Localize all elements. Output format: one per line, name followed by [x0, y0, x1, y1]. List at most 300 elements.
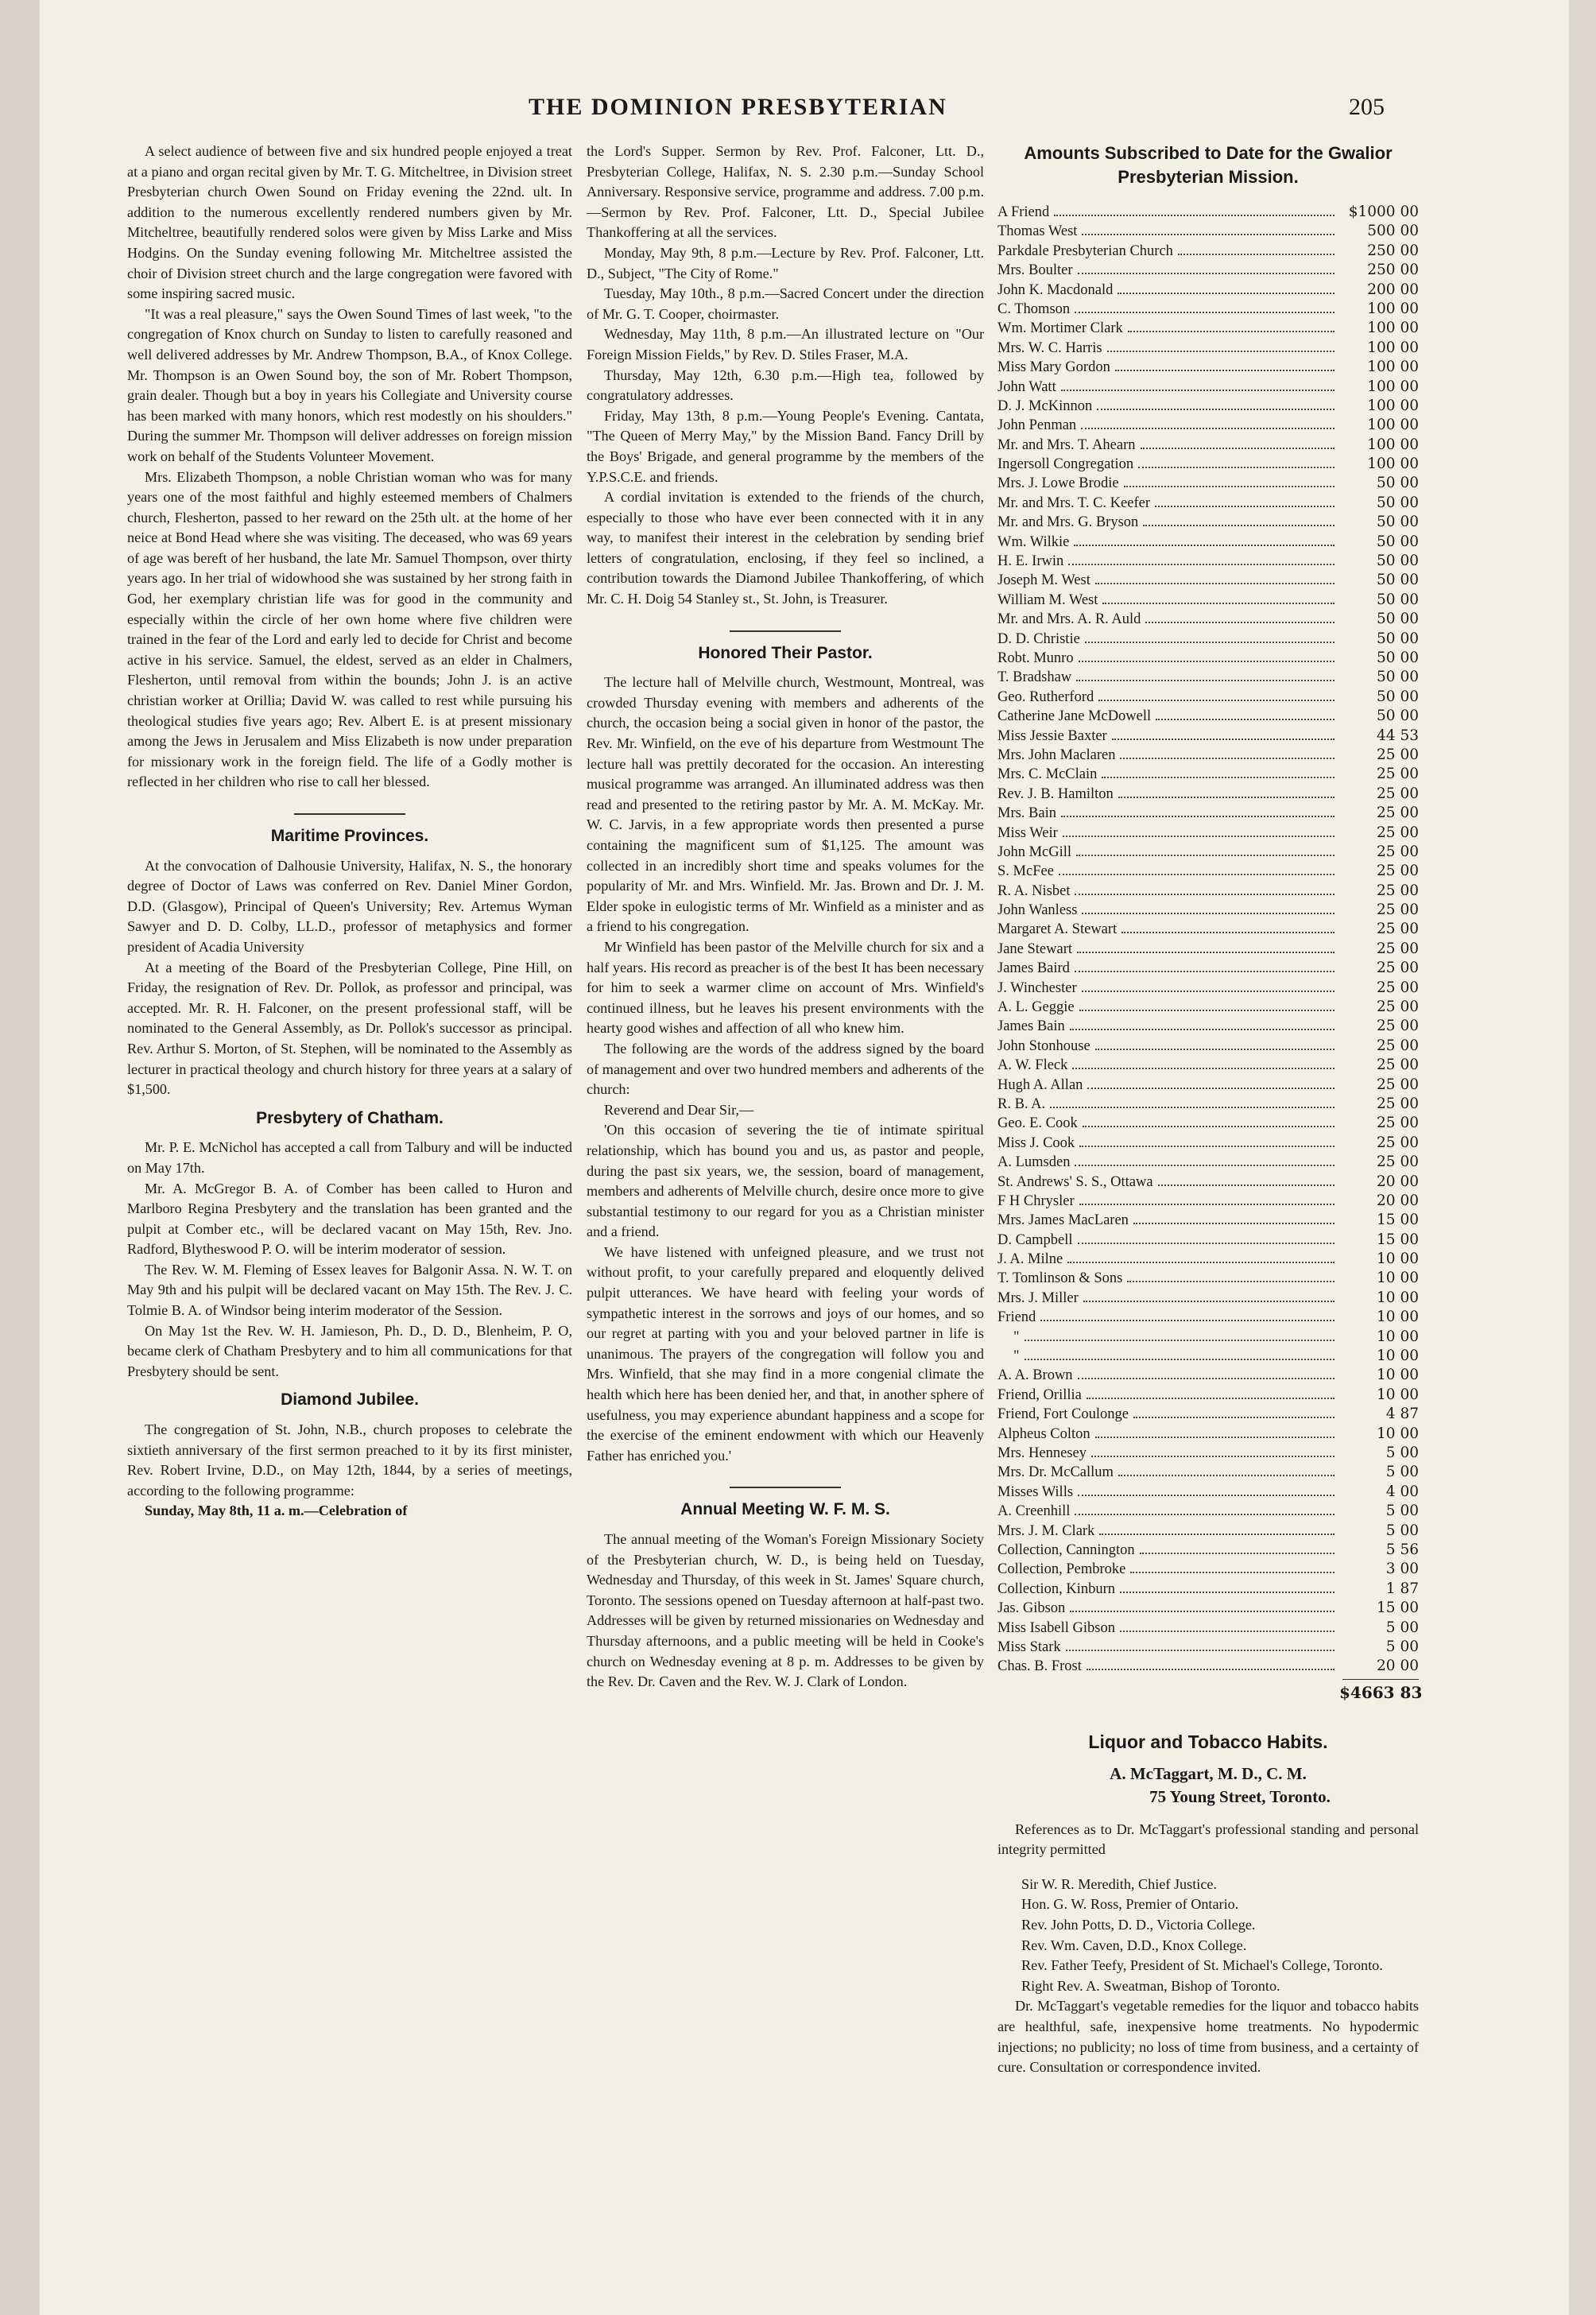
- leader-dots: [1078, 265, 1335, 274]
- heading-liquor-tobacco: Liquor and Tobacco Habits.: [1088, 1731, 1328, 1753]
- jubilee-wednesday: Wednesday, May 11th, 8 p.m.—An illustrated lecture on "Our Foreign Mission Fields," by Rev. D. Stiles Fraser, M.A.: [587, 326, 984, 363]
- subscription-row: [998, 609, 1419, 628]
- subscriber-name: Parkdale Presbyterian Church: [998, 242, 1173, 259]
- subscription-amount: 5 00: [1385, 1503, 1419, 1520]
- subscriber-name: D. D. Christie: [998, 630, 1080, 647]
- leader-dots: [1133, 1409, 1335, 1418]
- subscription-amount: 25 00: [1377, 902, 1419, 919]
- subscription-amount: 25 00: [1377, 940, 1419, 957]
- article-dalhousie: At the convocation of Dalhousie University, Halifax, N. S., the honorary degree of Doctor of Laws was conferred on Rev. Daniel Miner Gordon, D.D. (Glasgow), Principal of Queen's University; Rev. Artemus Wyman Sawyer and D. D. Colby, LL.D., professor of metaphysics and former president of Acadia University: [127, 857, 572, 955]
- subscription-row: [998, 667, 1419, 686]
- subscriber-name: F H Chrysler: [998, 1192, 1075, 1209]
- article-fleming: The Rev. W. M. Fleming of Essex leaves for Balgonir Assa. N. W. T. on May 9th and his pulpit will be declared vacant on May 15th. The Rev. J. C. Tolmie B. A. of Windsor being interim moderator of the Session.: [127, 1261, 572, 1319]
- leader-dots: [1130, 1564, 1335, 1573]
- leader-dots: [1078, 1370, 1335, 1379]
- article-obituary: Mrs. Elizabeth Thompson, a noble Christian woman who was for many years one of the most faithful and highly esteemed members of Chalmers church, Flesherton, passed to her reward on the 25th ult. at the home of her neice at Bond Head where she was visiting. The deceased, who was 69 years of age was bereft of her husband, the late Mr. Samuel Thompson, over thirty years ago. In her trial of widowhood she was sustained by her strong faith in God, her exemplary christian life was for good in the community and especially within the circle of her own home where five children were trained in the fear of the Lord and early led to decide for Christ and become active in his service. Samuel, the eldest, served as an elder in Chalmers, Flesherton, until removal from within the bounds; John J. is an active christian worker at Orillia; David W. was called to rest while pursuing his theological studies five years ago; Rev. Albert E. is at present missionary among the Jews in Jerusalem and Miss Elizabeth is now under preparation for missionary work in the foreign field. The life of a Godly mother is reflected in her children who rise to call her blessed.: [127, 468, 572, 790]
- subscriber-name: Mr. and Mrs. G. Bryson: [998, 514, 1139, 531]
- subscription-row: [998, 590, 1419, 609]
- leader-dots: [1054, 207, 1335, 216]
- leader-dots: [1085, 634, 1335, 643]
- subscriber-name: Misses Wills: [998, 1483, 1074, 1500]
- jubilee-sunday-cont: the Lord's Supper. Sermon by Rev. Prof. Falconer, Ltt. D., Presbyterian College, Halifax, N. S. 2.30 p.m.—Sunday School Anniversary. Responsive service, programme and address. 7.00 p.m.—Sermon by Rev. Prof. Falconer, Ltt. D., Special Jubilee Thankoffering at all the services.: [587, 143, 984, 241]
- article-jamieson: On May 1st the Rev. W. H. Jamieson, Ph. D., D. D., Blenheim, P. O, became clerk of Chatham Presbytery and to him all communications for that Presbytery should be sent.: [127, 1322, 572, 1379]
- reference-item: Sir W. R. Meredith, Chief Justice.: [1021, 1875, 1218, 1892]
- subscriber-name: Geo. E. Cook: [998, 1115, 1078, 1132]
- subscription-amount: 10 00: [1377, 1328, 1419, 1345]
- subscription-amount: 25 00: [1377, 882, 1419, 899]
- subscription-row: [998, 958, 1419, 977]
- leader-dots: [1140, 1545, 1335, 1554]
- subscription-amount: 25 00: [1377, 863, 1419, 880]
- leader-dots: [1061, 808, 1335, 817]
- leader-dots: [1074, 537, 1335, 546]
- subscription-amount: 10 00: [1377, 1425, 1419, 1442]
- subscription-amount: 50 00: [1377, 553, 1419, 570]
- subscription-row: [998, 939, 1419, 958]
- subscriber-name: Friend, Fort Coulonge: [998, 1406, 1129, 1423]
- subscription-row: [998, 823, 1419, 842]
- leader-dots: [1081, 420, 1335, 429]
- subscription-amount: 15 00: [1377, 1212, 1419, 1229]
- leader-dots: [1070, 1021, 1335, 1030]
- subscriber-name: Mrs. J. M. Clark: [998, 1522, 1095, 1539]
- subscription-row: [998, 221, 1419, 240]
- subscription-amount: 4 00: [1385, 1483, 1419, 1500]
- subscriber-name: Mrs. W. C. Harris: [998, 339, 1102, 356]
- advert-closing: Dr. McTaggart's vegetable remedies for the liquor and tobacco habits are healthful, safe, inexpensive home treatments. No hypodermic injections; no publicity; no loss of time from business, and a certainty of cure. Consultation or correspondence invited.: [998, 1998, 1419, 2076]
- subscription-row: [998, 1540, 1419, 1559]
- subscriber-name: Mrs. Dr. McCallum: [998, 1464, 1114, 1481]
- leader-dots: [1145, 614, 1335, 623]
- subscription-row: [998, 1618, 1419, 1637]
- subscription-row: [998, 1307, 1419, 1326]
- subscriber-name: Mrs. J. Miller: [998, 1289, 1079, 1306]
- subscription-row: [998, 377, 1419, 396]
- subscription-row: [998, 726, 1419, 745]
- subscription-amount: 200 00: [1367, 281, 1419, 298]
- reference-item: Hon. G. W. Ross, Premier of Ontario.: [1021, 1896, 1239, 1913]
- leader-dots: [1128, 323, 1335, 332]
- leader-dots: [1066, 1642, 1335, 1651]
- subscription-amount: 5 00: [1385, 1522, 1419, 1539]
- address-salutation: Reverend and Dear Sir,—: [604, 1101, 754, 1118]
- subscriber-name: Mr. and Mrs. T. C. Keefer: [998, 494, 1150, 511]
- subscription-amount: 25 00: [1377, 979, 1419, 996]
- subscriber-name: H. E. Irwin: [998, 553, 1064, 570]
- subscriber-name: D. Campbell: [998, 1231, 1073, 1248]
- subscription-amount: 25 00: [1377, 1095, 1419, 1112]
- subscription-amount: 100 00: [1367, 397, 1419, 414]
- subscription-row: [998, 687, 1419, 706]
- subscription-row: [998, 299, 1419, 318]
- subscription-row: [998, 1637, 1419, 1656]
- article-wfms: The annual meeting of the Woman's Foreign Missionary Society of the Presbyterian church, W. D., is being held on Tuesday, Wednesday and Thursday, of this week in St. James' Square church, Toronto. The sessions opened on Tuesday afternoon at half-past two. Addresses will be given by returned missionaries on Wednesday and Thursday afternoons, and a public meeting will be held in Cooke's church on Wednesday evening at 8 p. m. Addresses to be given by the Rev. Dr. Caven and the Rev. W. J. Clark of London.: [587, 1531, 984, 1690]
- subscription-row: [998, 900, 1419, 919]
- subscription-amount: 20 00: [1377, 1173, 1419, 1190]
- subscription-amount: 100 00: [1367, 359, 1419, 376]
- subscription-row: [998, 1036, 1419, 1055]
- page-left-edge: [0, 0, 40, 2315]
- subscription-amount: 25 00: [1377, 1154, 1419, 1171]
- subscription-amount: 5 56: [1385, 1541, 1419, 1558]
- subscription-row: [998, 1268, 1419, 1287]
- leader-dots: [1141, 440, 1335, 449]
- leader-dots: [1120, 750, 1335, 759]
- subscription-row: [998, 1094, 1419, 1113]
- leader-dots: [1097, 401, 1335, 410]
- leader-dots: [1098, 692, 1335, 701]
- subscription-amount: 25 00: [1377, 999, 1419, 1016]
- subscription-amount: 50 00: [1377, 649, 1419, 666]
- article-thompson-address: "It was a real pleasure," says the Owen Sound Times of last week, "to the congregation of Knox church on Sunday to listen to carefully reasoned and well delivered addresses by Mr. Andrew Thompson, B.A., of Knox College. Mr. Thompson is an Owen Sound boy, the son of Mr. Robert Thompson, grain dealer. Though but a boy in years his Collegiate and University course has been marked with many honors, which rest modestly on his shoulders." During the summer Mr. Thompson will deliver addresses on foreign mission work on behalf of the Students Volunteer Movement.: [127, 305, 572, 464]
- subscriber-name: John Penman: [998, 417, 1077, 434]
- subscription-row: [998, 318, 1419, 337]
- subscription-amount: 5 00: [1385, 1464, 1419, 1481]
- leader-dots: [1087, 1661, 1335, 1670]
- subscription-row: [998, 570, 1419, 589]
- subscription-row: [998, 919, 1419, 938]
- subscription-amount: 25 00: [1377, 1018, 1419, 1035]
- subscriber-name: St. Andrews' S. S., Ottawa: [998, 1173, 1153, 1190]
- leader-dots: [1076, 847, 1335, 856]
- subscription-row: [998, 803, 1419, 822]
- subscription-row: [998, 1133, 1419, 1152]
- leader-dots: [1118, 285, 1335, 294]
- subscription-row: [998, 1424, 1419, 1443]
- subscription-amount: 25 00: [1377, 843, 1419, 860]
- leader-dots: [1095, 1429, 1335, 1438]
- leader-dots: [1091, 1448, 1335, 1457]
- subscription-amount: 10 00: [1377, 1251, 1419, 1268]
- subscription-amount: 50 00: [1377, 591, 1419, 608]
- subscriber-name: Miss Isabell Gibson: [998, 1619, 1115, 1636]
- subscriber-name: Miss Weir: [998, 824, 1058, 841]
- leader-dots: [1075, 1506, 1335, 1515]
- subscriber-name: John Wanless: [998, 902, 1078, 919]
- subscription-row: [998, 1656, 1419, 1675]
- subscription-amount: 25 00: [1377, 1057, 1419, 1074]
- doctor-address: 75 Young Street, Toronto.: [1149, 1786, 1331, 1806]
- leader-dots: [1078, 1487, 1335, 1496]
- subscriber-name: James Bain: [998, 1018, 1065, 1035]
- subscription-amount: 1 87: [1385, 1580, 1419, 1597]
- subscription-row: [998, 978, 1419, 997]
- subscriber-name: C. Thomson: [998, 301, 1071, 317]
- subscription-row: [998, 1191, 1419, 1210]
- subscription-row: [998, 415, 1419, 434]
- subscriber-name: Mr. and Mrs. T. Ahearn: [998, 436, 1136, 453]
- subscription-amount: 100 00: [1367, 417, 1419, 434]
- subscription-row: [998, 1016, 1419, 1035]
- subscription-amount: 10 00: [1377, 1386, 1419, 1403]
- subscription-amount: 50 00: [1377, 669, 1419, 686]
- subscriber-name: J. Winchester: [998, 979, 1077, 996]
- leader-dots: [1025, 1332, 1335, 1341]
- subscription-amount: 50 00: [1377, 572, 1419, 589]
- subscription-total: $4663 83: [1339, 1682, 1423, 1702]
- subscriber-name: ": [1013, 1328, 1020, 1345]
- subscription-amount: 50 00: [1377, 611, 1419, 628]
- reference-item: Rev. Wm. Caven, D.D., Knox College.: [1021, 1937, 1247, 1953]
- subscription-amount: 100 00: [1367, 378, 1419, 395]
- subscription-amount: 3 00: [1385, 1561, 1419, 1578]
- subscription-row: [998, 1404, 1419, 1423]
- subscription-row: [998, 1559, 1419, 1578]
- page-number: 205: [1349, 94, 1385, 120]
- subscriber-name: Mrs. J. Lowe Brodie: [998, 475, 1119, 492]
- leader-dots: [1120, 1623, 1335, 1632]
- subscription-row: [998, 357, 1419, 376]
- subscription-row: [998, 997, 1419, 1016]
- subscription-row: [998, 338, 1419, 357]
- subscription-amount: 25 00: [1377, 805, 1419, 822]
- subscriber-name: ": [1013, 1348, 1020, 1365]
- leader-dots: [1158, 1177, 1335, 1186]
- subscription-amount: 50 00: [1377, 514, 1419, 531]
- subscription-amount: 500 00: [1367, 223, 1419, 240]
- subscription-amount: 20 00: [1377, 1658, 1419, 1675]
- subscription-amount: 25 00: [1377, 746, 1419, 763]
- subscriber-name: Wm. Wilkie: [998, 533, 1070, 550]
- heading-honored-pastor: Honored Their Pastor.: [698, 643, 873, 662]
- subscription-row: [998, 1327, 1419, 1346]
- address-para-2: We have listened with unfeigned pleasure, and we trust not without profit, to your carefully prepared and eloquently delived pulpit utterances. We have heard with feeling your words of sympathetic interest in the sorrows and joys of our homes, and so our regret at parting with you and your beloved partner in life is unanimous. The prayers of the congregation will follow you and Mrs. Winfield, that she may find in a more congenial climate the health which here has been denied her, and that, in another sphere of usefulness, you may experience abundant happiness and a scope for the exercise of the eminent endowment with which our Heavenly Father has enriched you.': [587, 1243, 984, 1464]
- subscription-list: [998, 202, 1419, 1676]
- subscription-amount: 50 00: [1377, 688, 1419, 705]
- leader-dots: [1118, 1467, 1335, 1476]
- subscription-amount: 10 00: [1377, 1309, 1419, 1326]
- subscription-amount: 25 00: [1377, 1037, 1419, 1054]
- leader-dots: [1040, 1312, 1335, 1321]
- leader-dots: [1095, 1041, 1335, 1050]
- subscriber-name: R. A. Nisbet: [998, 882, 1071, 899]
- leader-dots: [1155, 498, 1335, 507]
- subscriber-name: Mrs. John Maclaren: [998, 746, 1116, 763]
- subscription-amount: 15 00: [1377, 1600, 1419, 1617]
- leader-dots: [1079, 1002, 1335, 1011]
- article-melville-social: The lecture hall of Melville church, Westmount, Montreal, was crowded Thursday evening with members and adherents of the church, the occasion being a social given in honor of the pastor, the Rev. Mr. Winfield, on the eve of his departure from Westmount The lecture hall was prettily decorated for the occasion. An interesting musical programme was arranged. An illuminated address was then read and presented to the retiring pastor by Mr. A. M. McKay. Mr. W. C. Jarvis, in a few appropriate words then presented a purse containing the magnificent sum of $1,125. The amount was collected in an incredibly short time and speaks volumes for the popularity of Mr. and Mrs. Winfield. Mr. Jas. Brown and Dr. J. M. Elder spoke in eulogistic terms of Mr. Winfield as a minister and as a friend to his congregation.: [587, 674, 984, 935]
- subscription-amount: 100 00: [1367, 339, 1419, 356]
- subscriber-name: A. L. Geggie: [998, 999, 1075, 1016]
- leader-dots: [1079, 653, 1335, 662]
- subscription-amount: 44 53: [1377, 727, 1419, 744]
- column-2: [587, 142, 984, 1693]
- subscriber-name: A. Lumsden: [998, 1154, 1071, 1171]
- subscription-row: [998, 784, 1419, 803]
- subscription-row: [998, 1113, 1419, 1132]
- subscriber-name: Jas. Gibson: [998, 1600, 1066, 1617]
- article-pine-hill: At a meeting of the Board of the Presbyterian College, Pine Hill, on Friday, the resignation of Rev. Dr. Pollok, as professor and principal, was accepted. Mr. R. H. Falconer, on the present professional staff, will be nominated to the General Assembly, as Dr. Pollok's successor as principal. Rev. Arthur S. Morton, of St. Stephen, will be nominated to the Assembly as lecturer in practical theology and church history for three years at a salary of $1,500.: [127, 959, 572, 1098]
- subscriber-name: A. Creenhill: [998, 1503, 1071, 1520]
- subscription-row: [998, 648, 1419, 667]
- leader-dots: [1079, 1138, 1335, 1147]
- subscriber-name: J. A. Milne: [998, 1251, 1063, 1268]
- article-jubilee-sunday: Sunday, May 8th, 11 a. m.—Celebration of: [145, 1503, 408, 1519]
- subscription-amount: 5 00: [1385, 1638, 1419, 1655]
- subscription-row: [998, 1075, 1419, 1094]
- subscription-row: [998, 1482, 1419, 1501]
- subscription-amount: $1000 00: [1348, 204, 1419, 220]
- leader-dots: [1143, 517, 1335, 526]
- subscriber-name: Ingersoll Congregation: [998, 456, 1134, 473]
- subscriber-name: Joseph M. West: [998, 572, 1090, 589]
- subscriber-name: Mrs. Bain: [998, 805, 1056, 822]
- subscription-amount: 25 00: [1377, 1134, 1419, 1151]
- subscriber-name: Hugh A. Allan: [998, 1076, 1083, 1093]
- subscription-row: [998, 1210, 1419, 1229]
- subscription-total-row: [998, 1682, 1423, 1702]
- leader-dots: [1075, 886, 1335, 895]
- subscription-amount: 50 00: [1377, 630, 1419, 647]
- leader-dots: [1099, 1526, 1335, 1535]
- reference-item: Right Rev. A. Sweatman, Bishop of Toronto.: [1021, 1977, 1280, 1994]
- subscriber-name: Collection, Kinburn: [998, 1580, 1115, 1597]
- subscription-row: [998, 842, 1419, 861]
- leader-dots: [1059, 866, 1335, 875]
- subscription-row: [998, 1385, 1419, 1404]
- subscription-amount: 25 00: [1377, 785, 1419, 802]
- subscription-amount: 250 00: [1367, 262, 1419, 279]
- subscriber-name: A. A. Brown: [998, 1367, 1073, 1384]
- leader-dots: [1075, 304, 1335, 313]
- subscriber-name: Miss Jessie Baxter: [998, 727, 1107, 744]
- subscription-row: [998, 1288, 1419, 1307]
- leader-dots: [1087, 1390, 1335, 1399]
- subscription-amount: 25 00: [1377, 824, 1419, 841]
- subscriber-name: Miss Mary Gordon: [998, 359, 1110, 376]
- doctor-name: A. McTaggart, M. D., C. M.: [1110, 1763, 1307, 1783]
- jubilee-tuesday: Tuesday, May 10th., 8 p.m.—Sacred Concert under the direction of Mr. G. T. Cooper, choirmaster.: [587, 285, 984, 322]
- subscription-row: [998, 745, 1419, 764]
- masthead: THE DOMINION PRESBYTERIAN: [529, 94, 947, 120]
- leader-dots: [1124, 478, 1335, 487]
- subscription-amount: 50 00: [1377, 475, 1419, 492]
- subscription-amount: 50 00: [1377, 494, 1419, 511]
- references-list: [1021, 1875, 1419, 1997]
- leader-dots: [1095, 575, 1335, 584]
- subscriber-name: Mrs. Boulter: [998, 262, 1073, 279]
- leader-dots: [1075, 963, 1335, 972]
- subscription-row: [998, 764, 1419, 783]
- subscription-row: [998, 1230, 1419, 1249]
- subscription-row: [998, 435, 1419, 454]
- subscription-row: [998, 706, 1419, 725]
- subscription-amount: 100 00: [1367, 300, 1419, 317]
- subscription-row: [998, 629, 1419, 648]
- leader-dots: [1107, 343, 1335, 352]
- leader-dots: [1121, 924, 1335, 933]
- subscription-row: [998, 241, 1419, 260]
- leader-dots: [1072, 1060, 1335, 1069]
- subscriber-name: Jane Stewart: [998, 940, 1073, 957]
- subscriber-name: D. J. McKinnon: [998, 397, 1093, 414]
- subscription-row: [998, 512, 1419, 531]
- subscription-row: [998, 454, 1419, 473]
- leader-dots: [1061, 382, 1335, 391]
- article-mcnichol: Mr. P. E. McNichol has accepted a call from Talbury and will be inducted on May 17th.: [127, 1139, 572, 1176]
- subscription-amount: 4 87: [1385, 1406, 1419, 1423]
- article-address-intro: The following are the words of the address signed by the board of management and over two hundred members and adherents of the church:: [587, 1040, 984, 1098]
- subscriber-name: Friend: [998, 1309, 1036, 1326]
- heading-maritime-provinces: Maritime Provinces.: [270, 827, 429, 845]
- heading-presbytery-chatham: Presbytery of Chatham.: [256, 1108, 444, 1127]
- leader-dots: [1068, 556, 1335, 565]
- subscription-row: [998, 1152, 1419, 1171]
- heading-annual-meeting: Annual Meeting W. F. M. S.: [680, 1500, 890, 1519]
- leader-dots: [1102, 595, 1335, 604]
- subscription-row: [998, 551, 1419, 570]
- leader-dots: [1079, 1196, 1335, 1205]
- subscriber-name: Rev. J. B. Hamilton: [998, 785, 1114, 802]
- subscription-amount: 5 00: [1385, 1444, 1419, 1461]
- subscription-row: [998, 1346, 1419, 1365]
- jubilee-thursday: Thursday, May 12th, 6.30 p.m.—High tea, followed by congratulatory addresses.: [587, 366, 984, 404]
- subscriber-name: Chas. B. Frost: [998, 1658, 1082, 1675]
- leader-dots: [1087, 1080, 1335, 1089]
- leader-dots: [1025, 1351, 1335, 1360]
- subscription-amount: 25 00: [1377, 1076, 1419, 1093]
- subscription-row: [998, 1579, 1419, 1598]
- subscription-row: [998, 396, 1419, 415]
- subscription-row: [998, 861, 1419, 880]
- subscriber-name: Friend, Orillia: [998, 1386, 1082, 1403]
- subscription-amount: 250 00: [1367, 242, 1419, 259]
- subscription-amount: 50 00: [1377, 708, 1419, 725]
- leader-dots: [1076, 672, 1335, 681]
- leader-dots: [1070, 1603, 1335, 1612]
- advert-doctor-block: [998, 1762, 1419, 1809]
- total-rule: [1342, 1679, 1419, 1680]
- leader-dots: [1083, 1293, 1335, 1302]
- section-divider: [730, 630, 841, 632]
- subscriber-name: T. Bradshaw: [998, 669, 1072, 686]
- jubilee-monday: Monday, May 9th, 8 p.m.—Lecture by Rev. Prof. Falconer, Ltt. D., Subject, "The City of Rome.": [587, 244, 984, 281]
- jubilee-friday: Friday, May 13th, 8 p.m.—Young People's Evening. Cantata, "The Queen of Merry May," by the Mission Band. Fancy Drill by the Boys' Brigade, and general programme by the members of the Y.P.S.C.E. and friends.: [587, 407, 984, 485]
- subscriber-name: T. Tomlinson & Sons: [998, 1270, 1123, 1287]
- subscriber-name: James Baird: [998, 960, 1070, 977]
- subscription-amount: 10 00: [1377, 1348, 1419, 1365]
- leader-dots: [1112, 731, 1335, 740]
- subscriber-name: Robt. Munro: [998, 650, 1074, 666]
- subscriber-name: Collection, Pembroke: [998, 1561, 1126, 1578]
- subscriber-name: S. McFee: [998, 863, 1054, 880]
- section-divider: [294, 813, 405, 815]
- subscription-row: [998, 1172, 1419, 1191]
- subscription-row: [998, 1443, 1419, 1462]
- subscription-row: [998, 1462, 1419, 1481]
- subscriber-name: John Watt: [998, 378, 1056, 395]
- subscriber-name: John K. Macdonald: [998, 281, 1114, 298]
- subscriber-name: Alpheus Colton: [998, 1425, 1090, 1442]
- subscriber-name: Miss Stark: [998, 1638, 1061, 1655]
- subscription-amount: 5 00: [1385, 1619, 1419, 1636]
- subscription-amount: 15 00: [1377, 1231, 1419, 1248]
- subscription-amount: 100 00: [1367, 320, 1419, 337]
- leader-dots: [1067, 1254, 1335, 1263]
- reference-item: Rev. John Potts, D. D., Victoria College.: [1021, 1917, 1256, 1933]
- address-para-1: 'On this occasion of severing the tie of intimate spiritual relationship, which has bound you and us, as pastor and people, during the past six years, we, the session, board of management, members and adherents of Melville church, desire once more to give substantial testimony to our regard for you as a Christian minister and a friend.: [587, 1122, 984, 1240]
- heading-amounts-subscribed: Amounts Subscribed to Date for the Gwalior Presbyterian Mission.: [1024, 143, 1393, 187]
- subscriber-name: John McGill: [998, 843, 1072, 860]
- subscription-amount: 25 00: [1377, 1115, 1419, 1132]
- references-intro: References as to Dr. McTaggart's professional standing and personal integrity permitted: [998, 1821, 1419, 1858]
- subscriber-name: A Friend: [998, 204, 1050, 220]
- subscription-row: [998, 1249, 1419, 1268]
- subscriber-name: John Stonhouse: [998, 1037, 1090, 1054]
- subscription-row: [998, 1598, 1419, 1617]
- section-divider: [730, 1487, 841, 1488]
- subscription-row: [998, 1365, 1419, 1384]
